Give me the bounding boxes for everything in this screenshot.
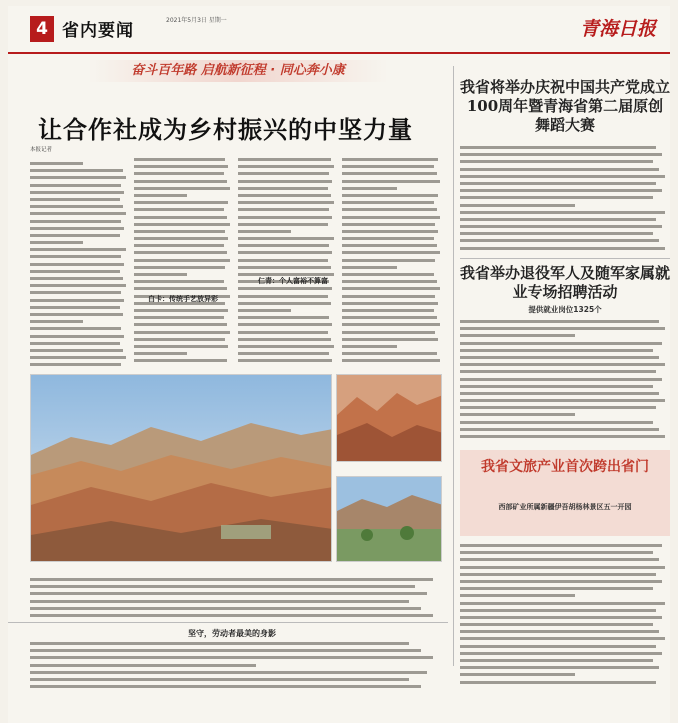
text-line (30, 160, 128, 167)
body-text-col-4 (342, 156, 442, 370)
byline: 本报记者 (30, 147, 53, 153)
text-line (238, 242, 336, 249)
text-line (460, 340, 670, 347)
text-line (30, 218, 128, 225)
text-line (30, 640, 442, 647)
text-line (30, 304, 128, 311)
text-line (238, 293, 336, 300)
text-line (30, 232, 128, 239)
text-line (460, 571, 670, 578)
story3-text (460, 542, 670, 692)
text-line (238, 199, 336, 206)
text-line (30, 289, 128, 296)
text-line (30, 676, 442, 683)
body-text-col-2 (134, 156, 232, 370)
story1-title: 我省将举办庆祝中国共产党成立100周年暨青海省第二届原创舞蹈大赛 (460, 78, 671, 134)
header-meta (166, 16, 227, 25)
text-line (134, 271, 232, 278)
text-line (238, 235, 336, 242)
text-line (342, 278, 442, 285)
text-line (238, 300, 336, 307)
text-line (460, 426, 670, 433)
text-line (342, 221, 442, 228)
text-line (30, 340, 128, 347)
text-line (342, 343, 442, 350)
text-line (460, 194, 670, 201)
story3-title: 我省文旅产业首次跨出省门 (481, 459, 649, 475)
text-line (460, 635, 670, 642)
text-line (460, 614, 670, 621)
text-line (238, 214, 336, 221)
text-line (342, 199, 442, 206)
text-line (30, 347, 128, 354)
story2-text (460, 318, 670, 444)
text-line (30, 590, 442, 597)
text-line (238, 314, 336, 321)
text-line (134, 199, 232, 206)
text-line (460, 657, 670, 664)
text-line (238, 285, 336, 292)
text-line (342, 242, 442, 249)
text-line (134, 221, 232, 228)
date-line: 2021年5月3日 星期一 (166, 17, 227, 24)
text-line (134, 357, 232, 364)
text-line (30, 325, 128, 332)
subhead-1: 白卡：传统手艺放异彩 (148, 295, 218, 303)
text-line (238, 257, 336, 264)
text-line (30, 605, 442, 612)
text-line (30, 203, 128, 210)
text-line (30, 246, 128, 253)
text-line (460, 180, 670, 187)
text-line (460, 549, 670, 556)
text-line (342, 314, 442, 321)
text-line (460, 209, 670, 216)
text-line (460, 166, 670, 173)
text-line (134, 178, 232, 185)
text-line (342, 214, 442, 221)
text-line (342, 249, 442, 256)
text-line (134, 170, 232, 177)
text-line (460, 556, 670, 563)
text-line (30, 647, 442, 654)
text-line (134, 192, 232, 199)
text-line (342, 264, 442, 271)
text-line (460, 187, 670, 194)
text-line (238, 350, 336, 357)
text-line (238, 156, 336, 163)
text-line (30, 268, 128, 275)
text-line (238, 170, 336, 177)
column-divider (453, 66, 454, 666)
text-line (30, 669, 442, 676)
text-line (238, 221, 336, 228)
text-line (134, 314, 232, 321)
text-line (30, 182, 128, 189)
text-line (134, 321, 232, 328)
text-line (460, 411, 670, 418)
bottom-divider (8, 622, 448, 623)
text-line (460, 230, 670, 237)
text-line (460, 223, 670, 230)
text-line (460, 318, 670, 325)
text-line (460, 151, 670, 158)
text-line (460, 621, 670, 628)
slogan-banner: 奋斗百年路 启航新征程 · 同心奔小康 (88, 60, 388, 82)
text-line (30, 189, 128, 196)
text-line (30, 683, 442, 690)
text-line (30, 196, 128, 203)
text-line (342, 235, 442, 242)
text-line (460, 578, 670, 585)
text-line (238, 321, 336, 328)
text-line (460, 419, 670, 426)
text-line (134, 242, 232, 249)
story1-text (460, 144, 670, 256)
text-line (134, 163, 232, 170)
text-line (134, 206, 232, 213)
text-line (30, 576, 442, 583)
text-line (460, 383, 670, 390)
text-line (342, 206, 442, 213)
text-line (30, 253, 128, 260)
text-line (460, 347, 670, 354)
text-line (460, 564, 670, 571)
text-line (134, 235, 232, 242)
bottom-article-title: 坚守，劳动者最美的身影 (188, 629, 276, 638)
text-line (460, 144, 670, 151)
text-line (134, 329, 232, 336)
text-line (342, 300, 442, 307)
text-line (460, 643, 670, 650)
text-line (342, 321, 442, 328)
text-line (134, 185, 232, 192)
text-line (134, 249, 232, 256)
newspaper-page (8, 6, 670, 723)
text-line (460, 671, 670, 678)
text-line (30, 239, 128, 246)
text-line (460, 173, 670, 180)
text-line (30, 282, 128, 289)
photo-body-text (30, 576, 442, 622)
text-line (134, 214, 232, 221)
text-line (30, 275, 128, 282)
text-line (342, 163, 442, 170)
text-line (134, 257, 232, 264)
text-line (460, 158, 670, 165)
text-line (460, 592, 670, 599)
text-line (238, 329, 336, 336)
text-line (342, 228, 442, 235)
text-line (134, 285, 232, 292)
story2-subtitle: 提供就业岗位1325个 (528, 305, 602, 314)
body-text-col-1 (30, 160, 128, 370)
text-line (460, 650, 670, 657)
text-line (342, 285, 442, 292)
text-line (238, 185, 336, 192)
text-line (460, 376, 670, 383)
subhead-2: 仁青：个人富裕不算富 (258, 277, 328, 285)
text-line (30, 174, 128, 181)
text-line (460, 433, 670, 440)
text-line (30, 311, 128, 318)
text-line (342, 329, 442, 336)
text-line (460, 600, 670, 607)
text-line (460, 390, 670, 397)
text-line (342, 156, 442, 163)
text-line (134, 264, 232, 271)
text-line (460, 361, 670, 368)
text-line (460, 607, 670, 614)
text-line (342, 336, 442, 343)
text-line (238, 264, 336, 271)
text-line (30, 612, 442, 619)
text-line (238, 192, 336, 199)
photo-rocks-small (336, 374, 442, 462)
section-title: 省内要闻 (62, 21, 134, 41)
text-line (238, 228, 336, 235)
text-line (460, 245, 670, 252)
text-line (134, 343, 232, 350)
text-line (342, 271, 442, 278)
text-line (460, 664, 670, 671)
text-line (30, 333, 128, 340)
text-line (30, 297, 128, 304)
text-line (460, 368, 670, 375)
text-line (30, 225, 128, 232)
text-line (460, 216, 670, 223)
text-line (238, 343, 336, 350)
text-line (342, 307, 442, 314)
main-headline: 让合作社成为乡村振兴的中坚力量 (38, 115, 413, 144)
text-line (342, 350, 442, 357)
page-header (8, 6, 670, 54)
text-line (342, 293, 442, 300)
story2-title: 我省举办退役军人及随军家属就业专场招聘活动 (460, 264, 671, 301)
text-line (460, 585, 670, 592)
newspaper-logo: 青海日报 (579, 18, 656, 40)
text-line (238, 357, 336, 364)
story3-subtitle: 西部矿业所属新疆伊吾胡杨林景区五一开园 (498, 503, 632, 511)
text-line (342, 178, 442, 185)
text-line (30, 598, 442, 605)
text-line (342, 257, 442, 264)
text-line (460, 202, 670, 209)
text-line (238, 336, 336, 343)
text-line (30, 662, 442, 669)
text-line (342, 192, 442, 199)
text-line (238, 178, 336, 185)
photo-tourists (336, 476, 442, 562)
text-line (30, 583, 442, 590)
bottom-text (30, 640, 442, 696)
right-separator-1 (460, 258, 670, 259)
text-line (342, 170, 442, 177)
text-line (460, 325, 670, 332)
text-line (30, 167, 128, 174)
text-line (238, 206, 336, 213)
text-line (134, 156, 232, 163)
text-line (30, 318, 128, 325)
text-line (460, 237, 670, 244)
photo-landscape-large (30, 374, 332, 562)
text-line (134, 307, 232, 314)
text-line (238, 163, 336, 170)
text-line (30, 654, 442, 661)
text-line (460, 332, 670, 339)
text-line (460, 404, 670, 411)
text-line (134, 278, 232, 285)
text-line (342, 185, 442, 192)
text-line (460, 354, 670, 361)
page-number: 4 (30, 16, 54, 42)
text-line (30, 354, 128, 361)
text-line (460, 542, 670, 549)
text-line (238, 307, 336, 314)
text-line (134, 350, 232, 357)
text-line (460, 679, 670, 686)
text-line (134, 336, 232, 343)
text-line (30, 361, 128, 368)
body-text-col-3 (238, 156, 336, 370)
text-line (134, 228, 232, 235)
text-line (30, 261, 128, 268)
text-line (460, 628, 670, 635)
text-line (342, 357, 442, 364)
text-line (238, 249, 336, 256)
text-line (460, 397, 670, 404)
text-line (30, 210, 128, 217)
